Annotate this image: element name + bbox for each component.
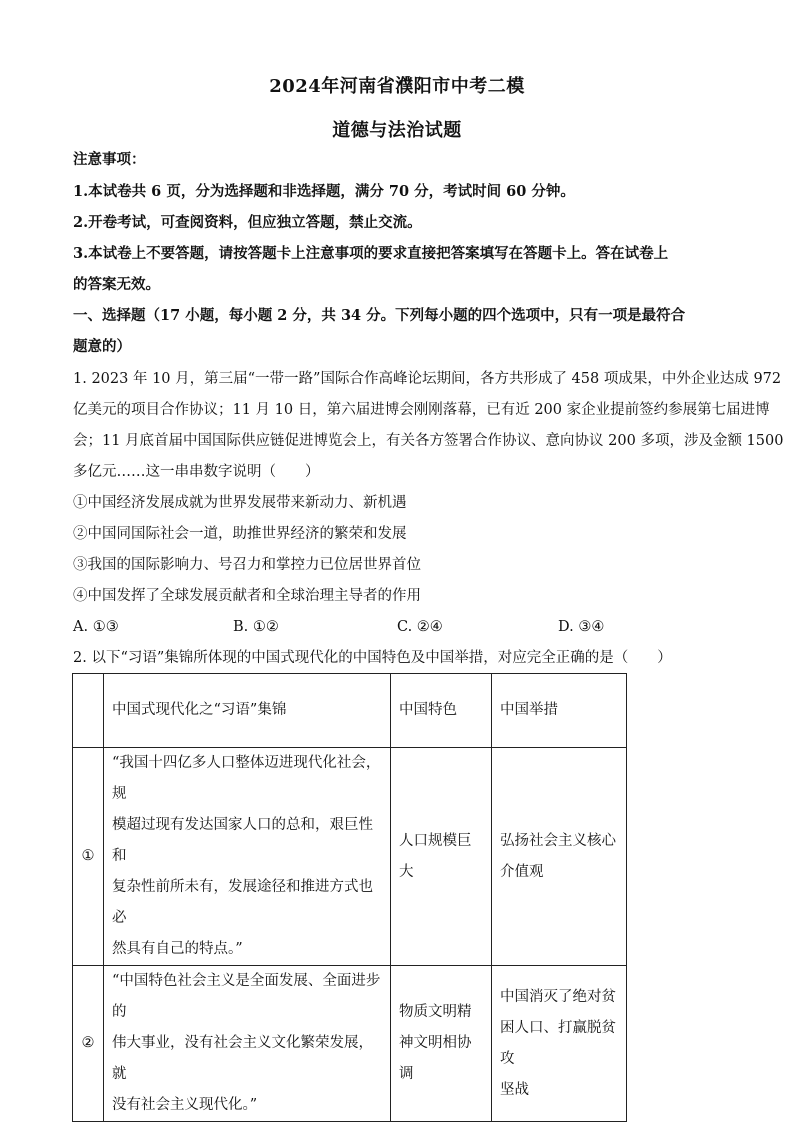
- exam-subtitle: 道德与法治试题: [332, 120, 462, 141]
- measure-line: 坚战: [500, 1081, 529, 1098]
- q2-table: [72, 673, 627, 1122]
- notice-item-3: 3.本试卷上不要答题，请按答题卡上注意事项的要求直接把答案填写在答题卡上。答在试卷上: [73, 245, 669, 262]
- feature-line: 物质文明精: [399, 1004, 472, 1020]
- section-heading: 一、选择题（17 小题，每小题 2 分，共 34 分。下列每小题的四个选项中，只有一项是最符合: [73, 307, 686, 324]
- quote-cell: [104, 748, 391, 966]
- measure-cell: [492, 966, 627, 1122]
- feature-line: 人口规模巨: [399, 832, 472, 849]
- q1-option-c[interactable]: C. ②④: [397, 619, 443, 635]
- table-row: [73, 966, 627, 1122]
- table-header-row: [73, 674, 627, 748]
- quote-line: 没有社会主义现代化。”: [112, 1097, 258, 1113]
- section-heading-cont: 题意的）: [73, 338, 131, 355]
- quote-line: 模超过现有发达国家人口的总和，艰巨性和: [112, 817, 373, 864]
- feature-line: 神文明相协: [399, 1035, 472, 1051]
- table-header-cell: 中国举措: [492, 674, 627, 748]
- quote-cell: [104, 966, 391, 1122]
- quote-line: 复杂性前所未有，发展途径和推进方式也必: [112, 879, 373, 926]
- table-header-cell: 中国特色: [391, 674, 492, 748]
- q1-stem-line-4: 多亿元……这一串串数字说明（ ）: [73, 464, 320, 480]
- measure-line: 弘扬社会主义核心: [500, 832, 616, 849]
- feature-line: 调: [399, 1066, 414, 1082]
- feature-cell: [391, 966, 492, 1122]
- quote-line: 伟大事业，没有社会主义文化繁荣发展，就: [112, 1035, 373, 1082]
- measure-cell: [492, 748, 627, 966]
- q1-statement-3: ③我国的国际影响力、号召力和掌控力已位居世界首位: [73, 557, 421, 573]
- q1-statement-4: ④中国发挥了全球发展贡献者和全球治理主导者的作用: [73, 588, 421, 604]
- row-number: ①: [73, 748, 104, 966]
- measure-line: 困人口、打赢脱贫攻: [500, 1019, 616, 1067]
- notice-item-1: 1.本试卷共 6 页，分为选择题和非选择题，满分 70 分，考试时间 60 分钟。: [73, 183, 575, 200]
- table-header-cell: [73, 674, 104, 748]
- exam-title: 2024年河南省濮阳市中考二模: [269, 76, 525, 97]
- q1-option-b[interactable]: B. ①②: [233, 619, 279, 635]
- notice-heading: 注意事项：: [73, 151, 146, 168]
- q2-stem: 2. 以下“习语”集锦所体现的中国式现代化的中国特色及中国举措，对应完全正确的是（ ）: [73, 650, 672, 666]
- q1-option-d[interactable]: D. ③④: [558, 619, 605, 635]
- feature-cell: [391, 748, 492, 966]
- quote-line: “中国特色社会主义是全面发展、全面进步的: [112, 973, 381, 1020]
- table-row: [73, 748, 627, 966]
- q1-statement-1: ①中国经济发展成就为世界发展带来新动力、新机遇: [73, 495, 407, 511]
- feature-line: 大: [399, 863, 414, 880]
- q1-stem-line-1: 1. 2023 年 10 月，第三届“一带一路”国际合作高峰论坛期间，各方共形成了 458 项成果，中外企业达成 972: [73, 371, 782, 387]
- measure-line: 介值观: [500, 863, 544, 880]
- measure-line: 中国消灭了绝对贫: [500, 988, 616, 1005]
- quote-line: 然具有自己的特点。”: [112, 941, 243, 957]
- q1-stem-line-3: 会；11 月底首届中国国际供应链促进博览会上，有关各方签署合作协议、意向协议 200 多项，涉及金额 1500: [73, 433, 784, 449]
- notice-item-3-cont: 的答案无效。: [73, 276, 160, 293]
- q1-option-a[interactable]: A. ①③: [73, 619, 119, 635]
- row-number: ②: [73, 966, 104, 1122]
- q1-stem-line-2: 亿美元的项目合作协议；11 月 10 日，第六届进博会刚刚落幕，已有近 200 家企业提前签约参展第七届进博: [73, 402, 770, 418]
- notice-item-2: 2.开卷考试，可查阅资料，但应独立答题，禁止交流。: [73, 214, 422, 231]
- quote-line: “我国十四亿多人口整体迈进现代化社会，规: [112, 755, 381, 802]
- q1-statement-2: ②中国同国际社会一道，助推世界经济的繁荣和发展: [73, 526, 407, 542]
- table-header-cell: 中国式现代化之“习语”集锦: [104, 674, 391, 748]
